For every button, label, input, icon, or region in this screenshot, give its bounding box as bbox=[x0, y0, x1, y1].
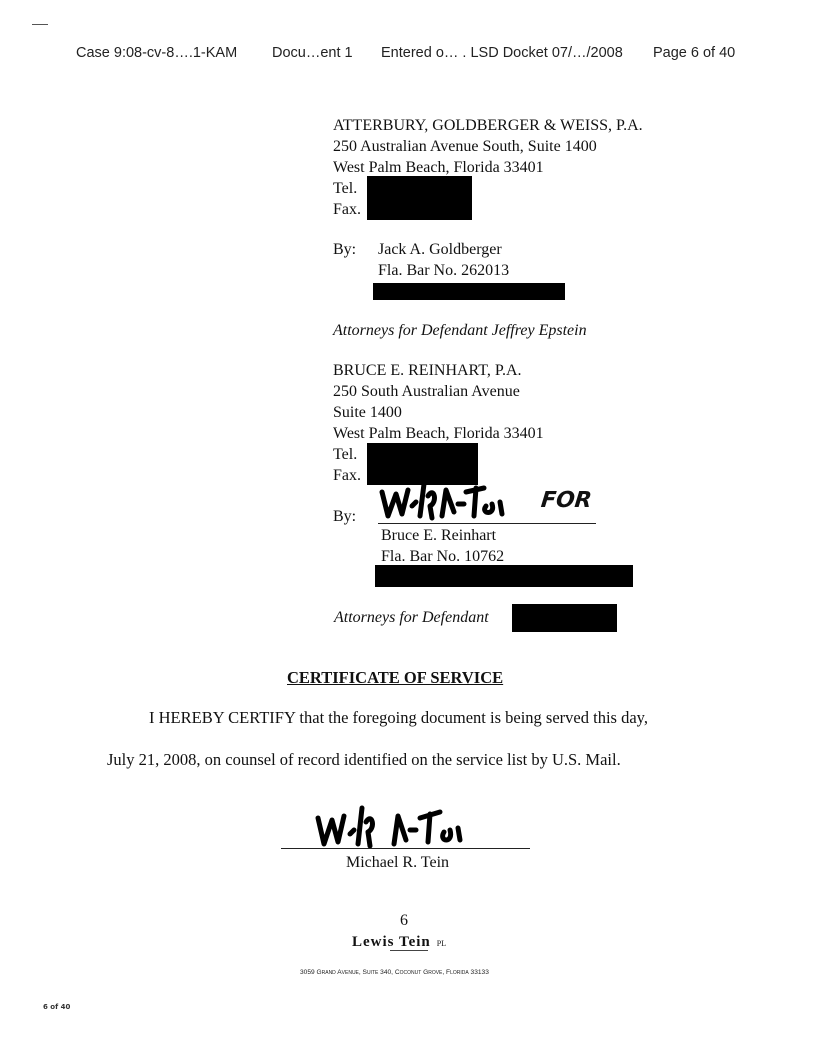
firm2-address-line1: 250 South Australian Avenue bbox=[333, 383, 520, 400]
docket-header-entered: Entered o… . LSD Docket 07/…/2008 bbox=[381, 45, 623, 61]
firm2-fax-label: Fax. bbox=[333, 467, 361, 484]
redaction-box bbox=[375, 565, 633, 587]
page-number: 6 bbox=[400, 912, 408, 929]
docket-header-case: Case 9:08-cv-8….1-KAM bbox=[76, 45, 238, 61]
firm2-address-line2: Suite 1400 bbox=[333, 404, 402, 421]
firm1-name: ATTERBURY, GOLDBERGER & WEISS, P.A. bbox=[333, 117, 643, 134]
firm1-role: Attorneys for Defendant Jeffrey Epstein bbox=[333, 322, 587, 339]
signature-line bbox=[378, 523, 596, 524]
docket-header-page: Page 6 of 40 bbox=[653, 45, 736, 61]
signature-line bbox=[281, 848, 530, 849]
firm1-tel-label: Tel. bbox=[333, 180, 358, 197]
certificate-title: CERTIFICATE OF SERVICE bbox=[287, 668, 504, 687]
page-stamp: 6 of 40 bbox=[43, 1003, 71, 1011]
firm2-by-label: By: bbox=[333, 508, 357, 525]
firm2-address-line3: West Palm Beach, Florida 33401 bbox=[333, 425, 544, 442]
firm1-address-line1: 250 Australian Avenue South, Suite 1400 bbox=[333, 138, 597, 155]
redaction-box bbox=[367, 176, 472, 220]
firm1-attorney-name: Jack A. Goldberger bbox=[378, 241, 502, 258]
firm1-by-label: By: bbox=[333, 241, 357, 258]
firm2-attorney-name: Bruce E. Reinhart bbox=[381, 527, 497, 544]
certificate-line1: I HEREBY CERTIFY that the foregoing document is being served this day, bbox=[149, 708, 648, 727]
docket-header-document: Docu…ent 1 bbox=[272, 45, 353, 61]
footer-logo-rule bbox=[390, 950, 428, 951]
firm2-name: BRUCE E. REINHART, P.A. bbox=[333, 362, 522, 379]
firm2-role: Attorneys for Defendant bbox=[334, 609, 489, 626]
signature-suffix: FOR bbox=[539, 488, 593, 513]
certificate-line2: July 21, 2008, on counsel of record identified on the service list by U.S. Mail. bbox=[107, 750, 621, 769]
footer-logo-suffix: PL bbox=[436, 939, 447, 948]
redaction-box bbox=[373, 283, 565, 300]
footer-logo bbox=[352, 933, 446, 951]
firm1-bar-number: Fla. Bar No. 262013 bbox=[378, 262, 510, 279]
firm1-fax-label: Fax. bbox=[333, 201, 361, 218]
handwritten-signature bbox=[312, 800, 472, 850]
firm2-tel-label: Tel. bbox=[333, 446, 358, 463]
firm2-bar-number: Fla. Bar No. 10762 bbox=[381, 548, 505, 565]
firm1-address-line2: West Palm Beach, Florida 33401 bbox=[333, 159, 544, 176]
redaction-box bbox=[512, 604, 617, 632]
footer-address: 3059 Grand Avenue, Suite 340, Coconut Grove, Florida 33133 bbox=[300, 969, 489, 976]
handwritten-signature bbox=[376, 476, 536, 524]
footer-logo-text: Lewis Tein bbox=[352, 934, 431, 950]
scan-mark bbox=[32, 24, 48, 25]
certificate-signer: Michael R. Tein bbox=[346, 854, 450, 871]
